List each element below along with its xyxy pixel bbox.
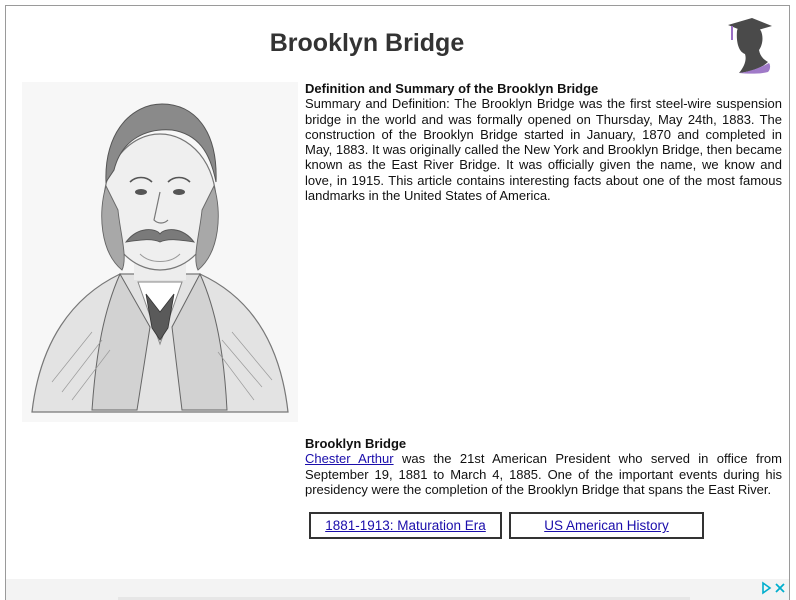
ad-controls[interactable]: [761, 581, 787, 595]
maturation-era-button[interactable]: [309, 512, 502, 539]
us-american-history-link[interactable]: US American History: [544, 518, 669, 533]
close-icon[interactable]: [776, 584, 784, 592]
bridge-section: [305, 436, 782, 497]
ad-banner[interactable]: [6, 579, 789, 600]
page-title: Brooklyn Bridge: [269, 29, 465, 57]
definition-heading: Definition and Summary of the Brooklyn Bridge: [305, 81, 599, 96]
definition-section: [305, 81, 782, 203]
bridge-text-body: was the 21st American President who served in office from September 19, 1881 to March 4, 1885. One of the important events during his presidency were the completion of the Brooklyn Bridge that spans the East River.: [305, 451, 782, 497]
graduate-silhouette-icon[interactable]: [724, 16, 774, 74]
chester-arthur-portrait: [22, 82, 298, 422]
chester-arthur-link[interactable]: Chester Arthur: [305, 451, 394, 467]
us-american-history-button[interactable]: [509, 512, 704, 539]
definition-text: Summary and Definition: The Brooklyn Bridge was the first steel-wire suspension bridge in the world and was formally opened on Thursday, May 24th, 1883. The construction of the Brooklyn Bridge started in January, 1870 and completed in May, 1883. It was originally called the New York and Brooklyn Bridge, then became known as the East River Bridge. It was officially given the name, we know and love, in 1915. This article contains interesting facts about one of the most famous landmarks in the United States of America.: [305, 96, 782, 204]
adchoices-icon[interactable]: [763, 583, 770, 593]
bridge-text: [305, 451, 782, 497]
maturation-era-link[interactable]: 1881-1913: Maturation Era: [325, 518, 486, 533]
bridge-heading: Brooklyn Bridge: [305, 436, 407, 451]
